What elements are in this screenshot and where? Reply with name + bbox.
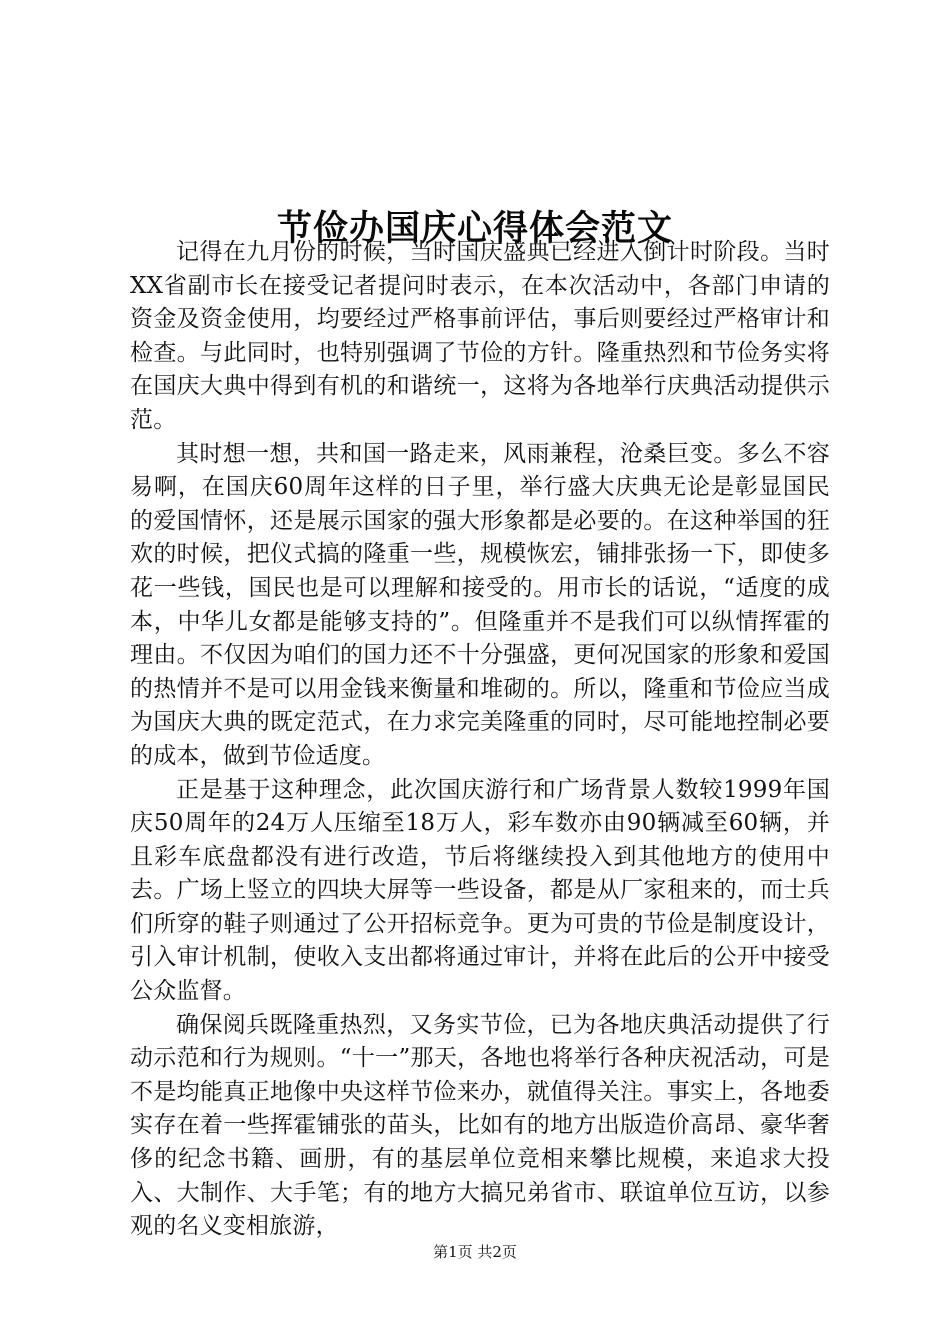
document-title: 节俭办国庆心得体会范文 — [276, 208, 673, 250]
page-number-footer: 第1页 共2页 — [433, 1243, 517, 1261]
paragraph-1: 记得在九月份的时候，当时国庆盛典已经进入倒计时阶段。当时XX省副市长在接受记者提问时表示，在本次活动中，各部门申请的资金及资金使用，均要经过严格事前评估，事后则要经过严格审计和检查。与此同时，也特别强调了节俭的方针。隆重热烈和节俭务实将在国庆大典中得到有机的和谐统一，这将为各地举行庆典活动提供示范。 — [130, 239, 830, 433]
document-body — [130, 236, 830, 1244]
paragraph-2: 其时想一想，共和国一路走来，风雨兼程，沧桑巨变。多么不容易啊，在国庆60周年这样的日子里，举行盛大庆典无论是彰显国民的爱国情怀，还是展示国家的强大形象都是必要的。在这种举国的狂欢的时候，把仪式搞的隆重一些，规模恢宏，铺排张扬一下，即使多花一些钱，国民也是可以理解和接受的。用市长的话说，“适度的成本，中华儿女都是能够支持的”。但隆重并不是我们可以纵情挥霍的理由。不仅因为咱们的国力还不十分强盛，更何况国家的形象和爱国的热情并不是可以用金钱来衡量和堆砌的。所以，隆重和节俭应当成为国庆大典的既定范式，在力求完美隆重的同时，尽可能地控制必要的成本，做到节俭适度。 — [130, 440, 830, 769]
paragraph-3: 正是基于这种理念，此次国庆游行和广场背景人数较1999年国庆50周年的24万人压缩至18万人，彩车数亦由90辆减至60辆，并且彩车底盘都没有进行改造，节后将继续投入到其他地方的使用中去。广场上竖立的四块大屏等一些设备，都是从厂家租来的，而士兵们所穿的鞋子则通过了公开招标竞争。更为可贵的节俭是制度设计，引入审计机制，使收入支出都将通过审计，并将在此后的公开中接受公众监督。 — [130, 776, 830, 1005]
paragraph-4: 确保阅兵既隆重热烈，又务实节俭，已为各地庆典活动提供了行动示范和行为规则。“十一”那天，各地也将举行各种庆祝活动，可是不是均能真正地像中央这样节俭来办，就值得关注。事实上，各地委实存在着一些挥霍铺张的苗头，比如有的地方出版造价高昂、豪华奢侈的纪念书籍、画册，有的基层单位竞相来攀比规模，来追求大投入、大制作、大手笔；有的地方大搞兄弟省市、联谊单位互访，以参观的名义变相旅游， — [130, 1011, 830, 1240]
